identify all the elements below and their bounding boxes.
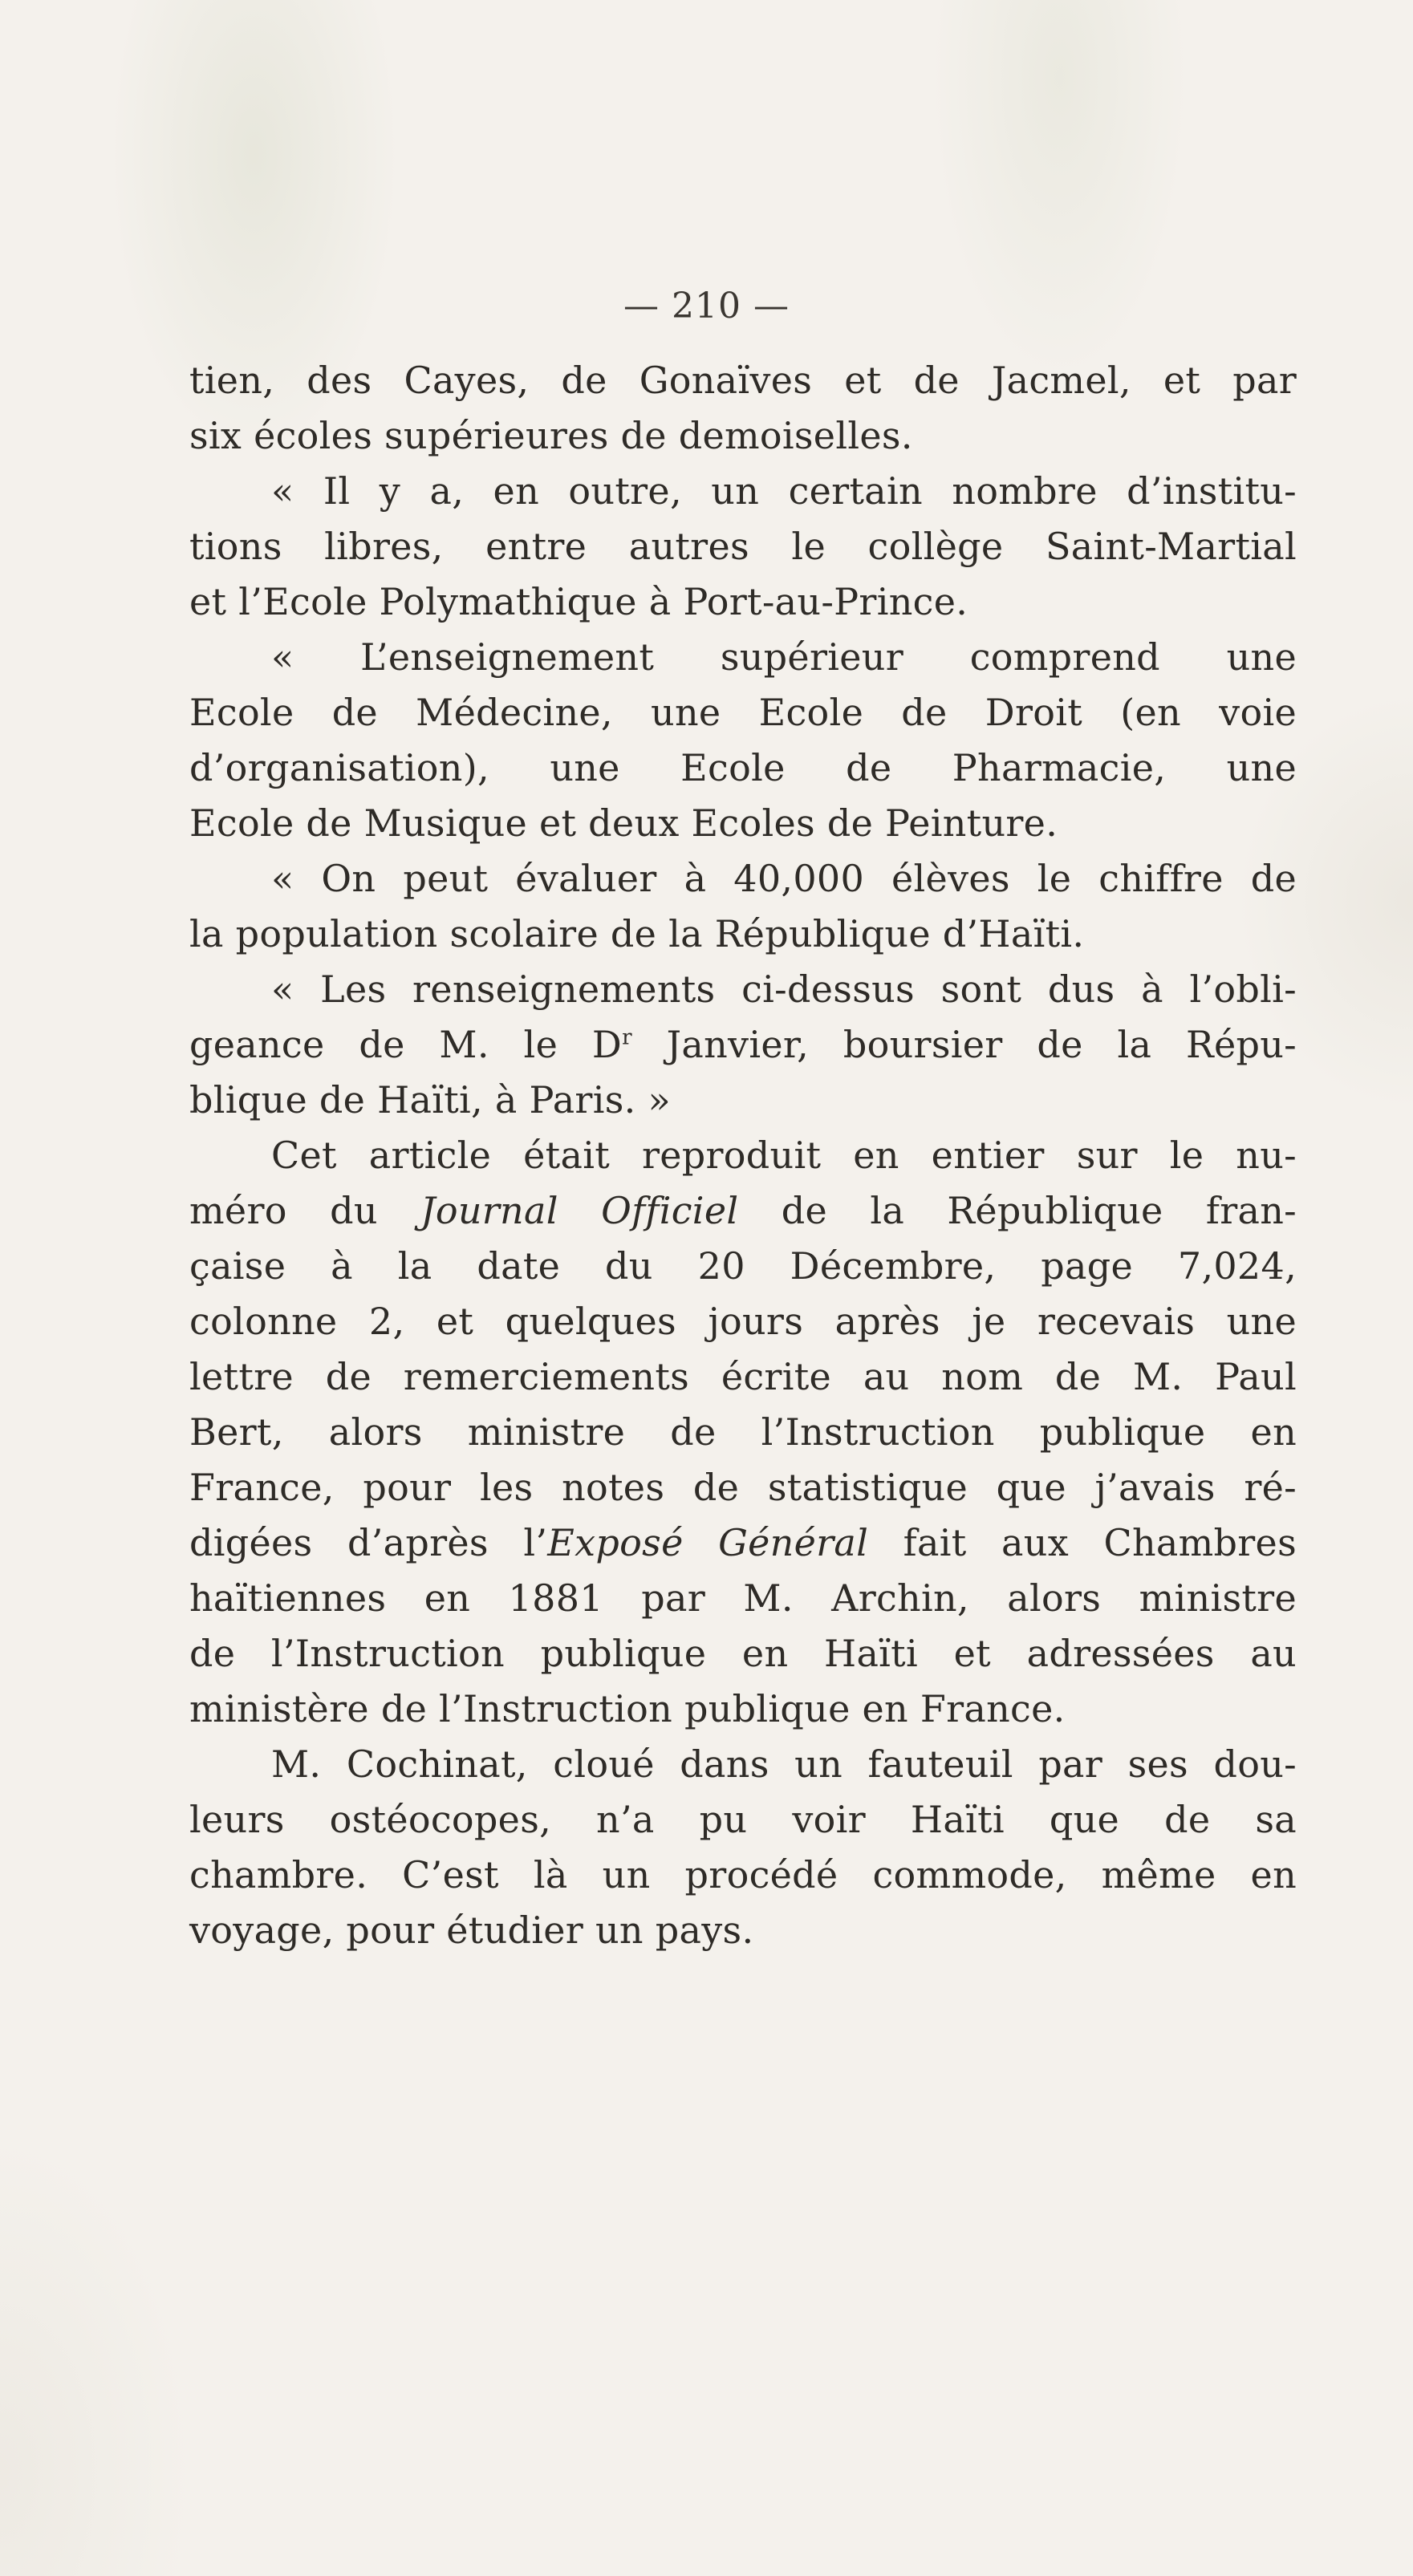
text-line: « Il y a, en outre, un certain nombre d’institu- — [271, 469, 1297, 513]
text-line — [189, 1017, 1297, 1073]
text-line: leurs ostéocopes, n’a pu voir Haïti que de sa — [189, 1798, 1297, 1841]
text-line: çaise à la date du 20 Décembre, page 7,024, — [189, 1244, 1297, 1288]
text-line: chambre. C’est là un procédé commode, même en — [189, 1853, 1297, 1897]
text-line: Ecole de Musique et deux Ecoles de Peinture. — [189, 801, 1058, 845]
text-line: six écoles supérieures de demoiselles. — [189, 414, 913, 457]
text-line: la population scolaire de la République d’Haïti. — [189, 912, 1085, 955]
text-line: blique de Haïti, à Paris. » — [189, 1078, 671, 1122]
text-segment: digées d’après l’ — [189, 1521, 548, 1564]
text-segment: geance de M. le D — [189, 1023, 623, 1066]
text-line: M. Cochinat, cloué dans un fauteuil par ses dou- — [271, 1742, 1297, 1786]
text-segment: fait aux Chambres — [868, 1521, 1297, 1564]
text-line: Cet article était reproduit en entier sur le nu- — [271, 1134, 1297, 1177]
text-line — [189, 1515, 1297, 1571]
text-line: tien, des Cayes, de Gonaïves et de Jacmel, et par — [189, 359, 1297, 402]
text-line: tions libres, entre autres le collège Saint-Martial — [189, 525, 1297, 568]
text-line: haïtiennes en 1881 par M. Archin, alors ministre — [189, 1576, 1297, 1620]
text-segment: méro du — [189, 1189, 421, 1232]
text-line: et l’Ecole Polymathique à Port-au-Prince. — [189, 580, 968, 623]
text-line: « L’enseignement supérieur comprend une — [271, 635, 1297, 679]
text-line: « On peut évaluer à 40,000 élèves le chiffre de — [271, 857, 1297, 900]
italic-title: Journal Officiel — [420, 1189, 739, 1232]
text-line: ministère de l’Instruction publique en France. — [189, 1687, 1066, 1730]
text-line: Ecole de Médecine, une Ecole de Droit (en voie — [189, 691, 1297, 734]
text-line: « Les renseignements ci-dessus sont dus à l’obli- — [271, 968, 1297, 1011]
text-line: d’organisation), une Ecole de Pharmacie, une — [189, 746, 1297, 789]
text-line: de l’Instruction publique en Haïti et adressées au — [189, 1632, 1297, 1675]
italic-title: Exposé Général — [547, 1521, 869, 1564]
text-line: Bert, alors ministre de l’Instruction publique en — [189, 1410, 1297, 1454]
superscript: r — [622, 1025, 632, 1050]
text-segment: de la République fran- — [738, 1189, 1297, 1232]
text-line: France, pour les notes de statistique que j’avais ré- — [189, 1466, 1297, 1509]
body-text — [189, 353, 1297, 1958]
text-line: voyage, pour étudier un pays. — [189, 1909, 754, 1952]
text-line — [189, 1183, 1297, 1239]
text-segment: Janvier, boursier de la Répu- — [631, 1023, 1297, 1066]
page-number: — 210 — — [623, 286, 790, 327]
text-line: colonne 2, et quelques jours après je recevais une — [189, 1300, 1297, 1343]
text-line: lettre de remerciements écrite au nom de M. Paul — [189, 1355, 1297, 1398]
